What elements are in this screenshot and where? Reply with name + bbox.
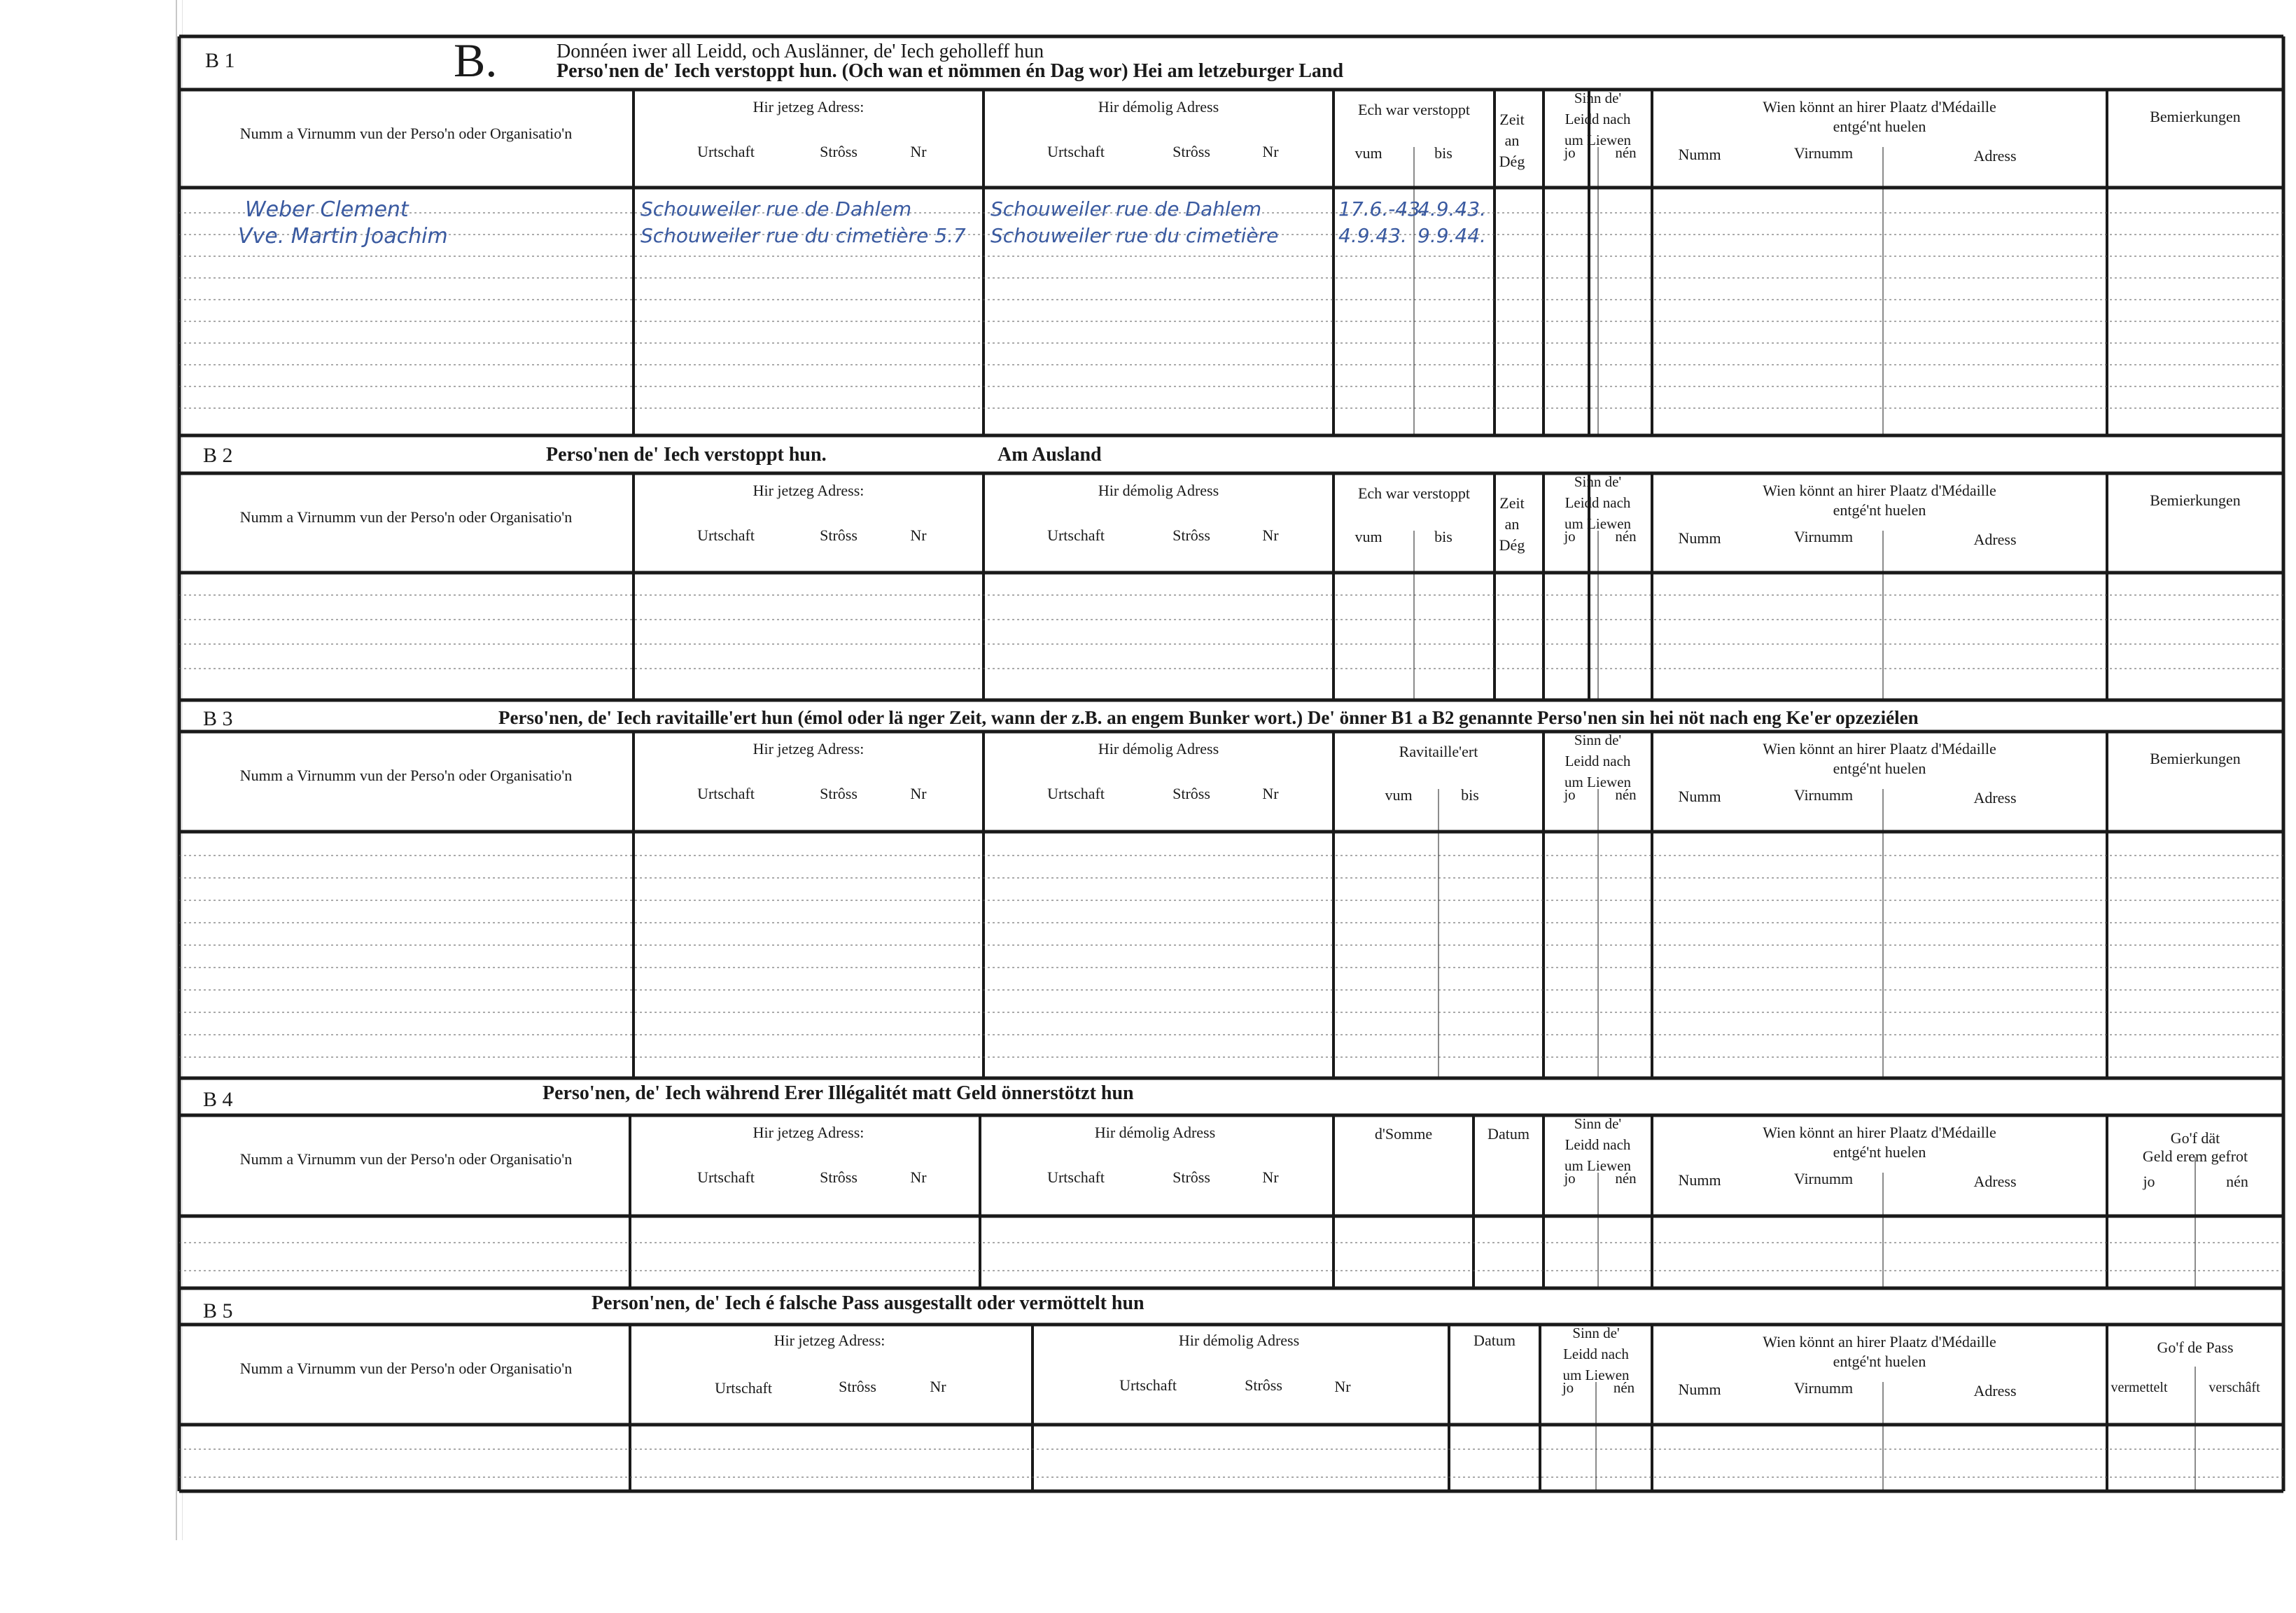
- column-header-address-then: Hir démolig Adress: [1098, 98, 1219, 116]
- section-code: B 5: [203, 1299, 233, 1322]
- column-header-medal: Wien könnt an hirer Plaatz d'Médaille: [1763, 1333, 1996, 1350]
- sub-header: Urtschaft: [1047, 1168, 1105, 1186]
- column-header-address-then: Hir démolig Adress: [1178, 1332, 1300, 1349]
- column-header-address-then: Hir démolig Adress: [1098, 482, 1219, 499]
- column-header-address-now: Hir jetzeg Adress:: [774, 1332, 886, 1349]
- column-header-address-then: Hir démolig Adress: [1098, 740, 1219, 757]
- column-header-name: Numm a Virnumm vun der Perso'n oder Organisatio'n: [239, 767, 573, 784]
- section-title: Perso'nen de' Iech verstoppt hun.: [546, 444, 827, 466]
- section-code: B 1: [205, 49, 235, 72]
- sub-header: Numm: [1678, 788, 1721, 805]
- handwritten-address-now: Schouweiler rue de Dahlem: [640, 197, 912, 221]
- sub-header: Nr: [910, 526, 927, 544]
- column-header-sum: d'Somme: [1374, 1125, 1433, 1143]
- sub-header: Numm: [1678, 529, 1721, 547]
- column-header-alive: Sinn de': [1572, 1325, 1620, 1341]
- column-header-alive: Leidd nach: [1564, 494, 1631, 511]
- sub-header: Strôss: [1172, 1168, 1210, 1186]
- sub-header: vermettelt: [2110, 1380, 2168, 1395]
- column-header-period: Ech war verstoppt: [1357, 484, 1471, 502]
- column-header-alive: Sinn de': [1574, 1115, 1622, 1132]
- column-header-days: Zeit: [1499, 111, 1525, 128]
- column-header-date: Datum: [1488, 1125, 1530, 1143]
- column-header-alive: um Liewen: [1564, 774, 1632, 790]
- sub-header: Nr: [930, 1378, 946, 1395]
- column-header-alive: Sinn de': [1574, 90, 1622, 106]
- handwritten-address-now: Schouweiler rue du cimetière 5.7: [640, 224, 966, 247]
- sub-header: Strôss: [1245, 1376, 1282, 1394]
- sub-header: Numm: [1678, 146, 1721, 163]
- column-header-days: Zeit: [1499, 494, 1525, 512]
- sub-header: Strôss: [820, 1168, 858, 1186]
- column-header-medal: Wien könnt an hirer Plaatz d'Médaille: [1763, 1124, 1996, 1141]
- column-header-medal: entgé'nt huelen: [1833, 118, 1926, 135]
- column-header-alive: um Liewen: [1564, 515, 1632, 532]
- section-title-right: Am Ausland: [997, 444, 1102, 466]
- column-header-name: Numm a Virnumm vun der Perso'n oder Organisatio'n: [239, 1360, 573, 1377]
- sub-header: vum: [1354, 144, 1382, 162]
- column-header-last: Go'f dät: [2170, 1129, 2220, 1147]
- sub-header: Nr: [1262, 143, 1279, 160]
- section-code: B 4: [203, 1088, 233, 1111]
- sub-header: jo: [1564, 1170, 1576, 1187]
- sub-header: bis: [1461, 786, 1479, 804]
- sub-header: Urtschaft: [697, 1168, 755, 1186]
- column-header-period: Ech war verstoppt: [1357, 101, 1471, 118]
- sub-header: Strôss: [1172, 785, 1210, 802]
- column-header-medal: Wien könnt an hirer Plaatz d'Médaille: [1763, 98, 1996, 116]
- handwritten-date-to: 4.9.43.: [1418, 197, 1486, 221]
- handwritten-date-from: 4.9.43.: [1338, 224, 1407, 247]
- handwritten-name: Weber Clement: [245, 197, 409, 222]
- sub-header: Nr: [1262, 526, 1279, 544]
- column-header-alive: Leidd nach: [1564, 111, 1631, 127]
- handwritten-date-from: 17.6.-43.: [1338, 197, 1427, 221]
- column-header-medal: entgé'nt huelen: [1833, 1143, 1926, 1161]
- sub-header: Urtschaft: [697, 143, 755, 160]
- column-header-address-now: Hir jetzeg Adress:: [752, 98, 864, 116]
- column-header-alive: um Liewen: [1564, 132, 1632, 148]
- sub-header: Virnumm: [1793, 144, 1854, 162]
- column-header-alive: um Liewen: [1562, 1367, 1630, 1383]
- sub-header: jo: [1564, 144, 1576, 161]
- column-header-medal: entgé'nt huelen: [1833, 501, 1926, 519]
- sub-header: nén: [1613, 1379, 1635, 1396]
- sub-header: Virnumm: [1793, 1170, 1854, 1187]
- section-title: Perso'nen, de' Iech ravitaille'ert hun (émol oder lä nger Zeit, wann der z.B. an engem Bunker wort.) De' önner B1 a B2 genannte Perso'nen sin hei nöt nach eng Ke'er opzeziélen: [498, 707, 1919, 728]
- column-header-medal: Wien könnt an hirer Plaatz d'Médaille: [1763, 482, 1996, 499]
- section-code: B 3: [203, 707, 233, 730]
- column-header-remarks: Bemierkungen: [2150, 750, 2241, 767]
- section-letter: B.: [454, 34, 498, 87]
- column-header-name: Numm a Virnumm vun der Perso'n oder Organisatio'n: [239, 125, 573, 142]
- column-header-name: Numm a Virnumm vun der Perso'n oder Organisatio'n: [239, 508, 573, 526]
- column-header-date: Datum: [1474, 1332, 1516, 1349]
- sub-header: Numm: [1678, 1171, 1721, 1189]
- sub-header: Adress: [1973, 1382, 2017, 1399]
- column-header-name: Numm a Virnumm vun der Perso'n oder Organisatio'n: [239, 1150, 573, 1168]
- sub-header: nén: [1615, 528, 1637, 545]
- sub-header: nén: [2226, 1173, 2248, 1190]
- column-header-address-now: Hir jetzeg Adress:: [752, 740, 864, 757]
- sub-header: bis: [1434, 144, 1452, 162]
- column-header-alive: Leidd nach: [1564, 753, 1631, 769]
- column-header-alive: um Liewen: [1564, 1157, 1632, 1174]
- sub-header: Urtschaft: [1047, 526, 1105, 544]
- handwritten-date-to: 9.9.44.: [1418, 224, 1486, 247]
- column-header-last: Go'f de Pass: [2157, 1339, 2234, 1356]
- section-title: Perso'nen, de' Iech während Erer Illégalitét matt Geld önnerstötzt hun: [542, 1082, 1134, 1104]
- sub-header: Nr: [910, 1168, 927, 1186]
- sub-header: Strôss: [1172, 143, 1210, 160]
- sub-header: Nr: [1262, 785, 1279, 802]
- sub-header: Adress: [1973, 147, 2017, 165]
- sub-header: Virnumm: [1793, 786, 1854, 804]
- sub-header: Adress: [1973, 789, 2017, 806]
- sub-header: bis: [1434, 528, 1452, 545]
- column-header-period: Ravitaille'ert: [1399, 743, 1478, 760]
- sub-header: nén: [1615, 144, 1637, 161]
- sub-header: Strôss: [839, 1378, 876, 1395]
- column-header-days: Dég: [1499, 153, 1525, 170]
- column-header-alive: Leidd nach: [1564, 1136, 1631, 1153]
- sub-header: Strôss: [820, 526, 858, 544]
- sub-header: nén: [1615, 786, 1637, 803]
- sub-header: nén: [1615, 1170, 1637, 1187]
- column-header-last: Geld erem gefrot: [2142, 1147, 2248, 1165]
- section-title: Donnéen iwer all Leidd, och Auslänner, de' Iech geholleff hun: [556, 41, 1044, 62]
- column-header-address-now: Hir jetzeg Adress:: [752, 482, 864, 499]
- sub-header: jo: [1564, 528, 1576, 545]
- sub-header: jo: [1562, 1379, 1574, 1396]
- handwritten-name: Vve. Martin Joachim: [238, 224, 448, 249]
- sub-header: Urtschaft: [1047, 785, 1105, 802]
- sub-header: Numm: [1678, 1381, 1721, 1398]
- column-header-medal: entgé'nt huelen: [1833, 1353, 1926, 1370]
- sub-header: Adress: [1973, 1173, 2017, 1190]
- sub-header: Urtschaft: [697, 526, 755, 544]
- column-header-days: Dég: [1499, 536, 1525, 554]
- sub-header: Strôss: [820, 143, 858, 160]
- column-header-remarks: Bemierkungen: [2150, 491, 2241, 509]
- sub-header: vum: [1354, 528, 1382, 545]
- column-header-medal: entgé'nt huelen: [1833, 760, 1926, 777]
- column-header-alive: Sinn de': [1574, 732, 1622, 748]
- sub-header: Nr: [910, 143, 927, 160]
- sub-header: Urtschaft: [697, 785, 755, 802]
- sub-header: jo: [1564, 786, 1576, 803]
- handwritten-address-then: Schouweiler rue du cimetière: [990, 224, 1279, 247]
- column-header-alive: Sinn de': [1574, 473, 1622, 490]
- column-header-address-then: Hir démolig Adress: [1094, 1124, 1216, 1141]
- section-title: Perso'nen de' Iech verstoppt hun. (Och wan et nömmen én Dag wor) Hei am letzeburger Land: [556, 60, 1344, 82]
- sub-header: jo: [2143, 1173, 2155, 1190]
- column-header-medal: Wien könnt an hirer Plaatz d'Médaille: [1763, 740, 1996, 757]
- column-header-remarks: Bemierkungen: [2150, 108, 2241, 125]
- column-header-alive: Leidd nach: [1563, 1346, 1629, 1362]
- section-title: Person'nen, de' Iech é falsche Pass ausgestallt oder vermöttelt hun: [592, 1292, 1144, 1314]
- sub-header: Urtschaft: [1047, 143, 1105, 160]
- sub-header: Nr: [910, 785, 927, 802]
- column-header-days: an: [1504, 515, 1520, 533]
- sub-header: Adress: [1973, 531, 2017, 548]
- sub-header: Urtschaft: [1119, 1376, 1177, 1394]
- sub-header: Virnumm: [1793, 1379, 1854, 1397]
- section-code: B 2: [203, 444, 233, 467]
- sub-header: vum: [1385, 786, 1413, 804]
- sub-header: verschâft: [2208, 1380, 2260, 1395]
- sub-header: Strôss: [820, 785, 858, 802]
- sub-header: Nr: [1334, 1378, 1351, 1395]
- sub-header: Urtschaft: [715, 1379, 772, 1397]
- column-header-address-now: Hir jetzeg Adress:: [752, 1124, 864, 1141]
- handwritten-address-then: Schouweiler rue de Dahlem: [990, 197, 1262, 221]
- sub-header: Virnumm: [1793, 528, 1854, 545]
- column-header-days: an: [1504, 132, 1520, 149]
- sub-header: Nr: [1262, 1168, 1279, 1186]
- sub-header: Strôss: [1172, 526, 1210, 544]
